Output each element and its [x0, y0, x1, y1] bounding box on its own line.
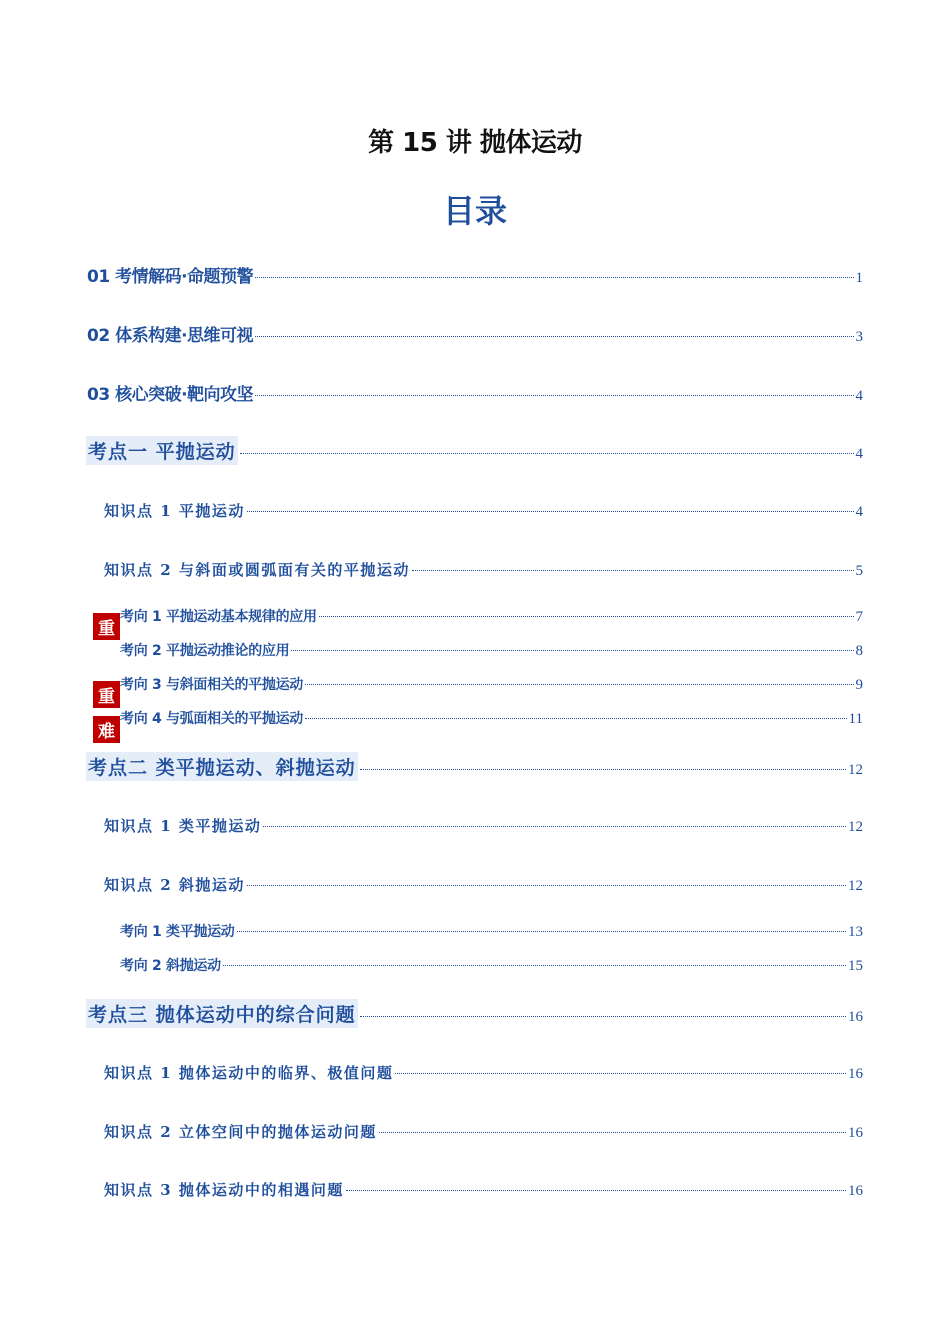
dot-leader	[255, 395, 853, 396]
toc-entry-label: 知识点 2 与斜面或圆弧面有关的平抛运动	[104, 561, 410, 579]
toc-entry-direction[interactable]	[120, 640, 863, 660]
toc-entry-label: 知识点 3 抛体运动中的相遇问题	[104, 1181, 344, 1199]
toc-entry-label: 考点二 类平抛运动、斜抛运动	[86, 752, 358, 781]
key-point-badge: 重	[93, 681, 120, 708]
toc-entry-knowledge[interactable]	[104, 815, 863, 836]
toc-entry-label: 考向 3 与斜面相关的平抛运动	[120, 677, 303, 693]
toc-entry-label: 知识点 1 平抛运动	[104, 502, 245, 520]
dot-leader	[360, 769, 846, 770]
dot-leader	[291, 650, 853, 651]
toc-entry-section-01[interactable]	[87, 262, 863, 287]
toc-entry-label: 知识点 1 类平抛运动	[104, 817, 262, 835]
toc-entry-kaodian-3[interactable]	[86, 999, 863, 1028]
toc-entry-direction[interactable]	[120, 921, 863, 941]
toc-entry-label: 知识点 2 立体空间中的抛体运动问题	[104, 1123, 377, 1141]
toc-entry-page: 15	[848, 958, 863, 974]
difficult-point-badge: 难	[93, 716, 120, 743]
dot-leader	[305, 684, 854, 685]
toc-entry-page: 1	[855, 270, 863, 286]
dot-leader	[240, 453, 854, 454]
toc-entry-page: 16	[848, 1183, 863, 1199]
toc-entry-page: 4	[855, 446, 863, 462]
dot-leader	[263, 826, 846, 827]
toc-entry-page: 13	[848, 924, 863, 940]
toc-entry-label: 考向 2 斜抛运动	[120, 958, 221, 974]
toc-entry-kaodian-2[interactable]	[86, 752, 863, 781]
toc-entry-page: 4	[855, 388, 863, 404]
toc-heading: 目录	[442, 192, 507, 230]
toc-entry-label: 考点一 平抛运动	[86, 436, 238, 465]
dot-leader	[346, 1190, 846, 1191]
toc-entry-page: 8	[855, 643, 863, 659]
toc-entry-knowledge[interactable]	[104, 1179, 863, 1200]
toc-entry-knowledge[interactable]	[104, 1062, 863, 1083]
dot-leader	[319, 616, 854, 617]
dot-leader	[255, 336, 853, 337]
dot-leader	[255, 277, 853, 278]
toc-entry-knowledge[interactable]	[104, 559, 863, 580]
toc-entry-section-02[interactable]	[87, 321, 863, 346]
toc-entry-direction[interactable]	[120, 708, 863, 728]
toc-entry-page: 16	[848, 1009, 863, 1025]
toc-entry-label: 考向 2 平抛运动推论的应用	[120, 643, 290, 659]
toc-entry-page: 11	[848, 711, 863, 727]
toc-entry-kaodian-1[interactable]	[86, 436, 863, 465]
toc-entry-label: 02 体系构建·思维可视	[87, 326, 254, 346]
toc-entry-page: 12	[848, 878, 863, 894]
toc-entry-page: 3	[855, 329, 863, 345]
toc-entry-label: 考点三 抛体运动中的综合问题	[86, 999, 358, 1028]
dot-leader	[360, 1016, 846, 1017]
toc-entry-page: 12	[848, 819, 863, 835]
toc-entry-label: 考向 4 与弧面相关的平抛运动	[120, 711, 303, 727]
toc-entry-direction[interactable]	[120, 955, 863, 975]
toc-entry-knowledge[interactable]	[104, 874, 863, 895]
dot-leader	[412, 570, 854, 571]
toc-entry-label: 考向 1 类平抛运动	[120, 924, 235, 940]
toc-entry-section-03[interactable]	[87, 380, 863, 405]
key-point-badge: 重	[93, 613, 120, 640]
dot-leader	[247, 885, 846, 886]
toc-entry-knowledge[interactable]	[104, 1121, 863, 1142]
dot-leader	[305, 718, 847, 719]
toc-entry-label: 知识点 2 斜抛运动	[104, 876, 245, 894]
dot-leader	[395, 1073, 846, 1074]
toc-entry-page: 4	[855, 504, 863, 520]
toc-entry-page: 16	[848, 1066, 863, 1082]
dot-leader	[237, 931, 847, 932]
dot-leader	[223, 965, 846, 966]
toc-entry-label: 03 核心突破·靶向攻坚	[87, 385, 254, 405]
toc-entry-page: 5	[855, 563, 863, 579]
lecture-title: 第 15 讲 抛体运动	[368, 128, 582, 158]
dot-leader	[247, 511, 854, 512]
toc-entry-label: 知识点 1 抛体运动中的临界、极值问题	[104, 1064, 394, 1082]
toc-entry-page: 16	[848, 1125, 863, 1141]
toc-entry-knowledge[interactable]	[104, 500, 863, 521]
toc-entry-direction[interactable]	[120, 674, 863, 694]
toc-entry-page: 9	[855, 677, 863, 693]
toc-entry-direction[interactable]	[120, 606, 863, 626]
toc-entry-label: 01 考情解码·命题预警	[87, 267, 254, 287]
dot-leader	[379, 1132, 846, 1133]
toc-entry-page: 7	[855, 609, 863, 625]
toc-entry-page: 12	[848, 762, 863, 778]
toc-entry-label: 考向 1 平抛运动基本规律的应用	[120, 609, 317, 625]
